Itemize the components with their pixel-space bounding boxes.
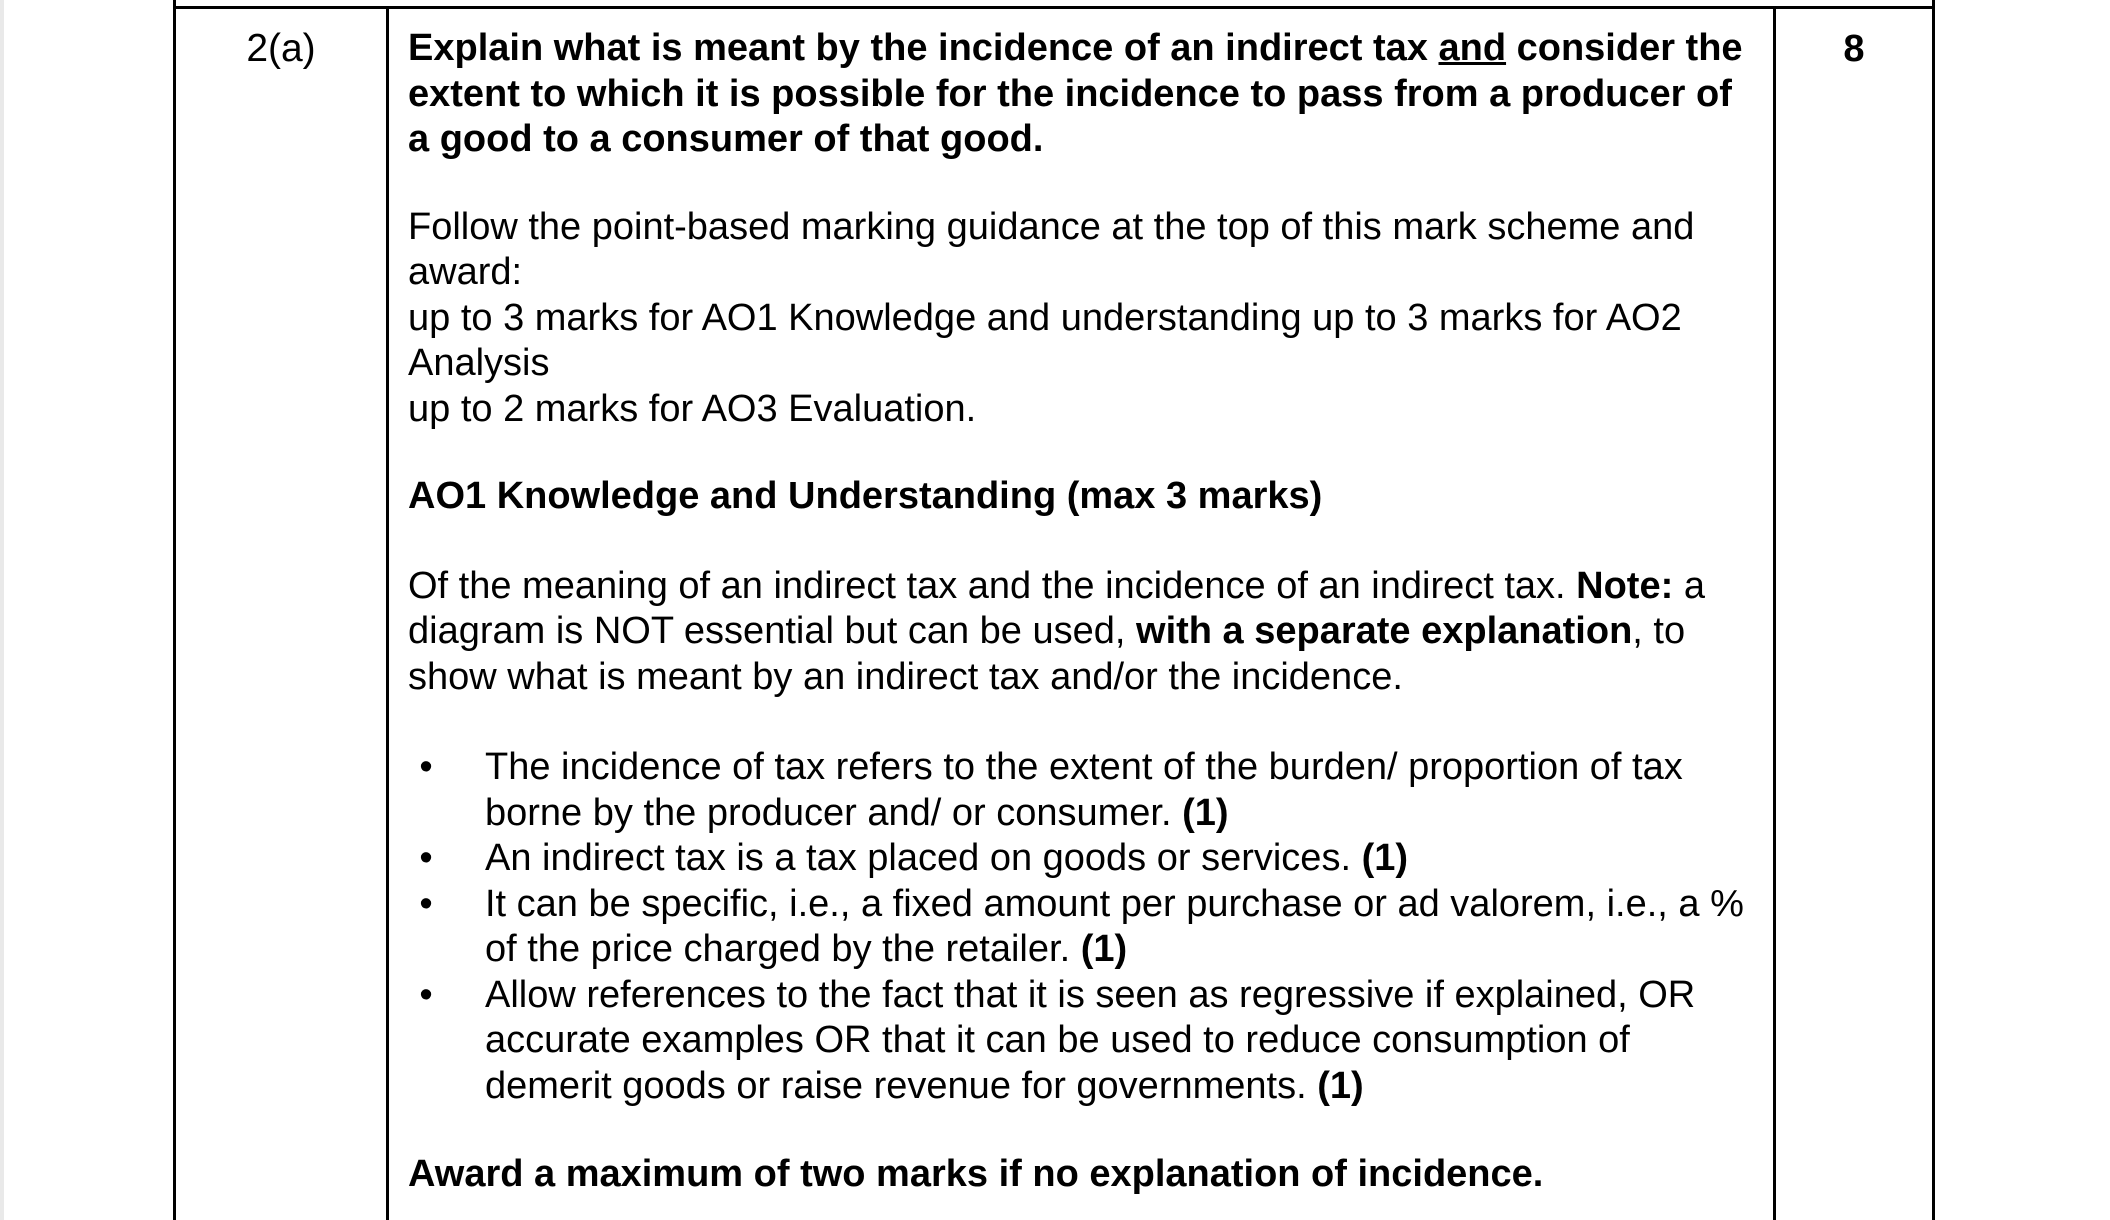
ao1-bullet-list (408, 745, 1758, 1109)
guidance-line-3: up to 2 marks for AO3 Evaluation. (408, 387, 977, 430)
bullet-text: The incidence of tax refers to the extent of the burden/ proportion of tax borne by the producer and/ or consumer. (485, 746, 1683, 834)
bullet-icon: • (419, 746, 433, 788)
question-text (408, 26, 1758, 163)
table-right-border (1932, 0, 1935, 1220)
bullet-text: An indirect tax is a tax placed on goods or services. (485, 837, 1362, 879)
table-left-border (173, 0, 176, 1220)
bullet-icon: • (419, 973, 433, 1016)
list-item (408, 973, 1758, 1110)
marking-guidance (408, 205, 1758, 433)
bullet-mark: (1) (1317, 1064, 1364, 1107)
page-gutter (0, 0, 4, 1220)
ao1-description-text-1: Of the meaning of an indirect tax and the incidence of an indirect tax. (408, 564, 1577, 607)
bullet-text: Allow references to the fact that it is seen as regressive if explained, OR accurate examples OR that it can be used to reduce consumption of demerit goods or raise revenue for governments. (485, 973, 1696, 1107)
ao1-heading: AO1 Knowledge and Understanding (max 3 marks) (408, 475, 1323, 517)
bullet-mark: (1) (1361, 837, 1409, 879)
mark-scheme-content (408, 26, 1758, 1198)
column-divider-marks (1773, 6, 1776, 1220)
ao1-description-bold-phrase: with a separate explanation (1136, 610, 1633, 652)
note-label: Note: (1576, 564, 1674, 607)
bullet-mark: (1) (1182, 791, 1229, 834)
list-item (408, 836, 1758, 882)
guidance-line-2: up to 3 marks for AO1 Knowledge and understanding up to 3 marks for AO2 Analysis (408, 296, 1682, 384)
bullet-icon: • (419, 837, 433, 879)
list-item (408, 882, 1758, 973)
column-divider-question (386, 6, 389, 1220)
question-text-underlined: and (1438, 27, 1507, 69)
question-text-part1: Explain what is meant by the incidence of an indirect tax (408, 27, 1439, 69)
guidance-line-1: Follow the point-based marking guidance at the top of this mark scheme and award: (408, 205, 1695, 293)
ao1-description-text-2: a diagram is NOT essential but can be used, (408, 564, 1705, 652)
ao1-description-text-3: , to show what is meant by an indirect tax and/or the incidence. (408, 610, 1686, 698)
list-item (408, 745, 1758, 836)
question-text-part2: consider the extent to which it is possible for the incidence to pass from a producer of a good to a consumer of that good. (408, 27, 1743, 160)
ao1-description (408, 564, 1758, 701)
question-number: 2(a) (246, 27, 316, 70)
bullet-icon: • (419, 882, 433, 925)
marks-value: 8 (1843, 28, 1865, 70)
bullet-mark: (1) (1080, 928, 1128, 970)
bullet-text: It can be specific, i.e., a fixed amount per purchase or ad valorem, i.e., a % of the price charged by the retailer. (485, 882, 1744, 970)
final-note: Award a maximum of two marks if no explanation of incidence. (408, 1153, 1544, 1195)
table-top-border (173, 6, 1935, 9)
